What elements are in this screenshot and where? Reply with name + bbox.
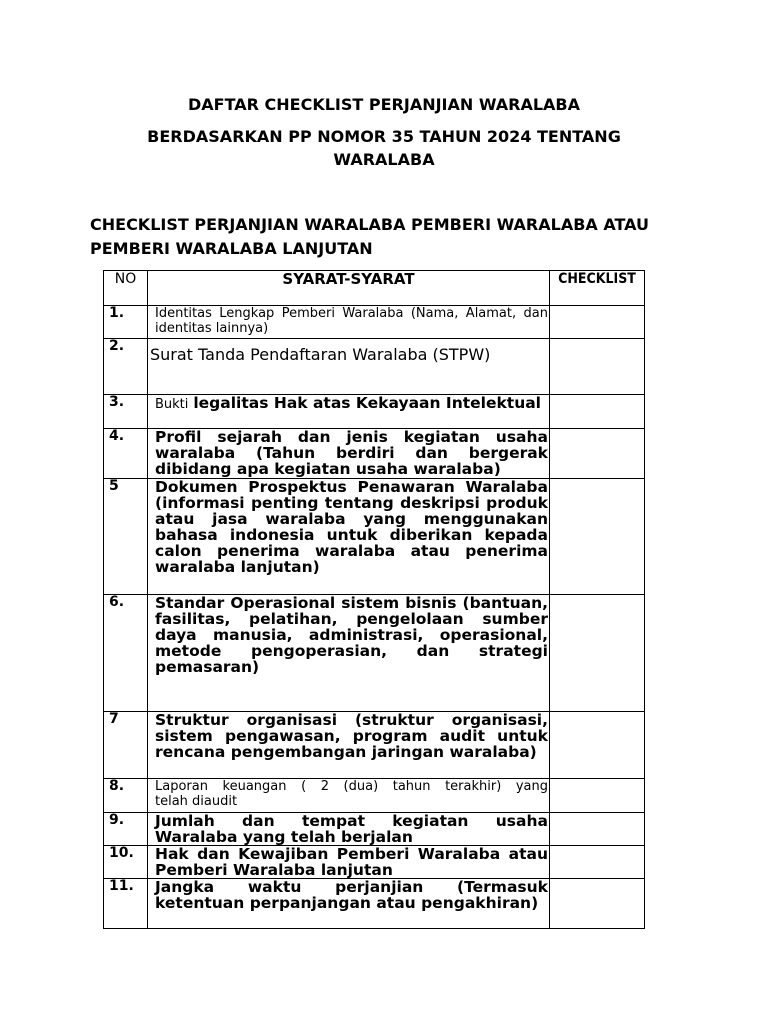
- section-heading: CHECKLIST PERJANJIAN WARALABA PEMBERI WARALABA ATAU PEMBERI WARALABA LANJUTAN: [90, 215, 650, 258]
- table-row: [104, 712, 645, 779]
- row-number: 7: [104, 712, 148, 779]
- row-checklist-cell[interactable]: [550, 429, 645, 479]
- row-number: 5: [104, 479, 148, 595]
- table-row: [104, 813, 645, 846]
- row-number: 9.: [104, 813, 148, 846]
- row-checklist-cell[interactable]: [550, 712, 645, 779]
- table-header-row: [104, 271, 645, 306]
- row-requirement: Jumlah dan tempat kegiatan usaha Waralaba yang telah berjalan: [148, 813, 550, 846]
- row-requirement: Surat Tanda Pendaftaran Waralaba (STPW): [148, 339, 550, 395]
- row-number: 11.: [104, 879, 148, 929]
- table-row: [104, 339, 645, 395]
- row-checklist-cell[interactable]: [550, 813, 645, 846]
- row-number: 2.: [104, 339, 148, 395]
- row-requirement-line2: telah diaudit: [155, 794, 238, 809]
- header-checklist: CHECKLIST: [550, 271, 645, 306]
- row-checklist-cell[interactable]: [550, 846, 645, 879]
- row-requirement: [148, 306, 550, 339]
- row-checklist-cell[interactable]: [550, 306, 645, 339]
- table-row: [104, 479, 645, 595]
- row-checklist-cell[interactable]: [550, 779, 645, 813]
- row-checklist-cell[interactable]: [550, 395, 645, 429]
- row-number: 6.: [104, 595, 148, 712]
- row-checklist-cell[interactable]: [550, 479, 645, 595]
- row-number: 1.: [104, 306, 148, 339]
- table-row: [104, 595, 645, 712]
- row-requirement-text: legalitas Hak atas Kekayaan Intelektual: [193, 394, 541, 412]
- table-row: [104, 306, 645, 339]
- row-requirement: Profil sejarah dan jenis kegiatan usaha waralaba (Tahun berdiri dan bergerak dibidang apa kegiatan usaha waralaba): [148, 429, 550, 479]
- row-number: 4.: [104, 429, 148, 479]
- row-requirement: Jangka waktu perjanjian (Termasuk ketentuan perpanjangan atau pengakhiran): [148, 879, 550, 929]
- row-requirement: Standar Operasional sistem bisnis (bantuan, fasilitas, pelatihan, pengelolaan sumber daya manusia, administrasi, operasional, metode pengoperasian, dan strategi pemasaran): [148, 595, 550, 712]
- document-title: DAFTAR CHECKLIST PERJANJIAN WARALABA: [187, 95, 581, 114]
- row-requirement: [148, 395, 550, 429]
- table-row: [104, 395, 645, 429]
- row-checklist-cell[interactable]: [550, 339, 645, 395]
- row-requirement: Dokumen Prospektus Penawaran Waralaba (informasi penting tentang deskripsi produk atau jasa waralaba yang menggunakan bahasa indonesia untuk diberikan kepada calon penerima waralaba atau penerima waralaba lanjutan): [148, 479, 550, 595]
- header-syarat: SYARAT-SYARAT: [148, 271, 550, 306]
- row-requirement-prefix: Bukti: [155, 397, 189, 412]
- header-no: NO: [104, 271, 148, 306]
- row-number: 8.: [104, 779, 148, 813]
- row-number: 10.: [104, 846, 148, 879]
- row-checklist-cell[interactable]: [550, 595, 645, 712]
- table-row: [104, 429, 645, 479]
- row-requirement: Struktur organisasi (struktur organisasi, sistem pengawasan, program audit untuk rencana pengembangan jaringan waralaba): [148, 712, 550, 779]
- row-requirement-line1: Laporan keuangan ( 2 (dua) tahun terakhir) yang: [155, 779, 548, 794]
- row-requirement: [148, 779, 550, 813]
- checklist-table: [103, 270, 645, 929]
- row-requirement-text: Identitas Lengkap Pemberi Waralaba (Nama, Alamat, dan identitas lainnya): [155, 306, 548, 336]
- document-subtitle: BERDASARKAN PP NOMOR 35 TAHUN 2024 TENTANG WARALABA: [147, 127, 621, 169]
- row-requirement: Hak dan Kewajiban Pemberi Waralaba atau Pemberi Waralaba lanjutan: [148, 846, 550, 879]
- row-number: 3.: [104, 395, 148, 429]
- row-checklist-cell[interactable]: [550, 879, 645, 929]
- table-row: [104, 779, 645, 813]
- table-row: [104, 879, 645, 929]
- table-row: [104, 846, 645, 879]
